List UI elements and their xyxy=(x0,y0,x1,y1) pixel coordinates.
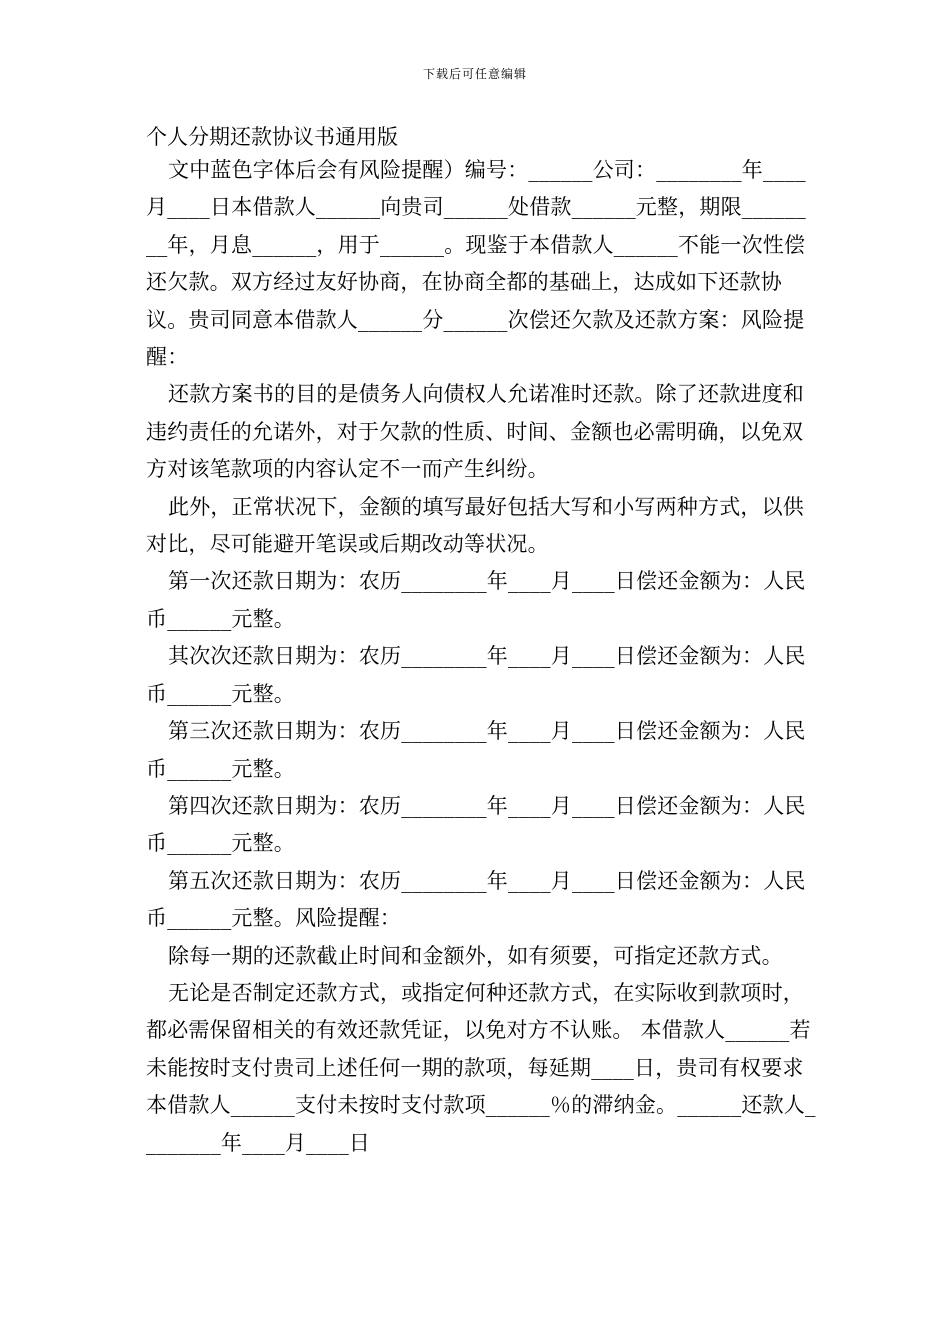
paragraph-purpose: 还款方案书的目的是债务人向债权人允诺准时还款。除了还款进度和违约责任的允诺外，对于欠款的性质、时间、金额也必需明确，以免双方对该笔款项的内容认定不一而产生纠纷。 xyxy=(146,382,804,482)
paragraph-installment-1: 第一次还款日期为：农历________年____月____日偿还金额为：人民币______元整。 xyxy=(146,569,806,631)
document-title: 个人分期还款协议书通用版 xyxy=(146,125,398,149)
paragraph-installment-5: 第五次还款日期为：农历________年____月____日偿还金额为：人民币______元整。风险提醒： xyxy=(146,868,806,931)
paragraph-installment-4: 第四次还款日期为：农历________年____月____日偿还金额为：人民币______元整。 xyxy=(146,793,806,856)
header-note: 下载后可任意编辑 xyxy=(422,67,527,81)
paragraph-penalty: 无论是否制定还款方式，或指定何种还款方式，在实际收到款项时，都必需保留相关的有效还款凭证，以免对方不认账。 本借款人______若未能按时支付贵司上述任何一期的款项，每延期____日，贵司有权要求本借款人______支付未按时支付款项______％的滞纳金。______还款人________年____月____日 xyxy=(146,980,816,1155)
paragraph-installment-2: 其次次还款日期为：农历________年____月____日偿还金额为：人民币______元整。 xyxy=(146,644,806,706)
paragraph-amount-format: 此外，正常状况下，金额的填写最好包括大写和小写两种方式，以供对比，尽可能避开笔误或后期改动等状况。 xyxy=(146,494,804,557)
document-body xyxy=(146,152,816,1162)
paragraph-payment-method: 除每一期的还款截止时间和金额外，如有须要，可指定还款方式。 xyxy=(168,943,783,968)
paragraph-intro: 文中蓝色字体后会有风险提醒）编号：______公司：________年____月____日本借款人______向贵司______处借款______元整，期限________年，月息______，用于______。现鉴于本借款人______不能一次性偿还欠款。双方经过友好协商，在协商全都的基础上，达成如下还款协议。贵司同意本借款人______分______次偿还欠款及还款方案：风险提醒： xyxy=(146,158,806,370)
paragraph-installment-3: 第三次还款日期为：农历________年____月____日偿还金额为：人民币______元整。 xyxy=(146,719,806,781)
